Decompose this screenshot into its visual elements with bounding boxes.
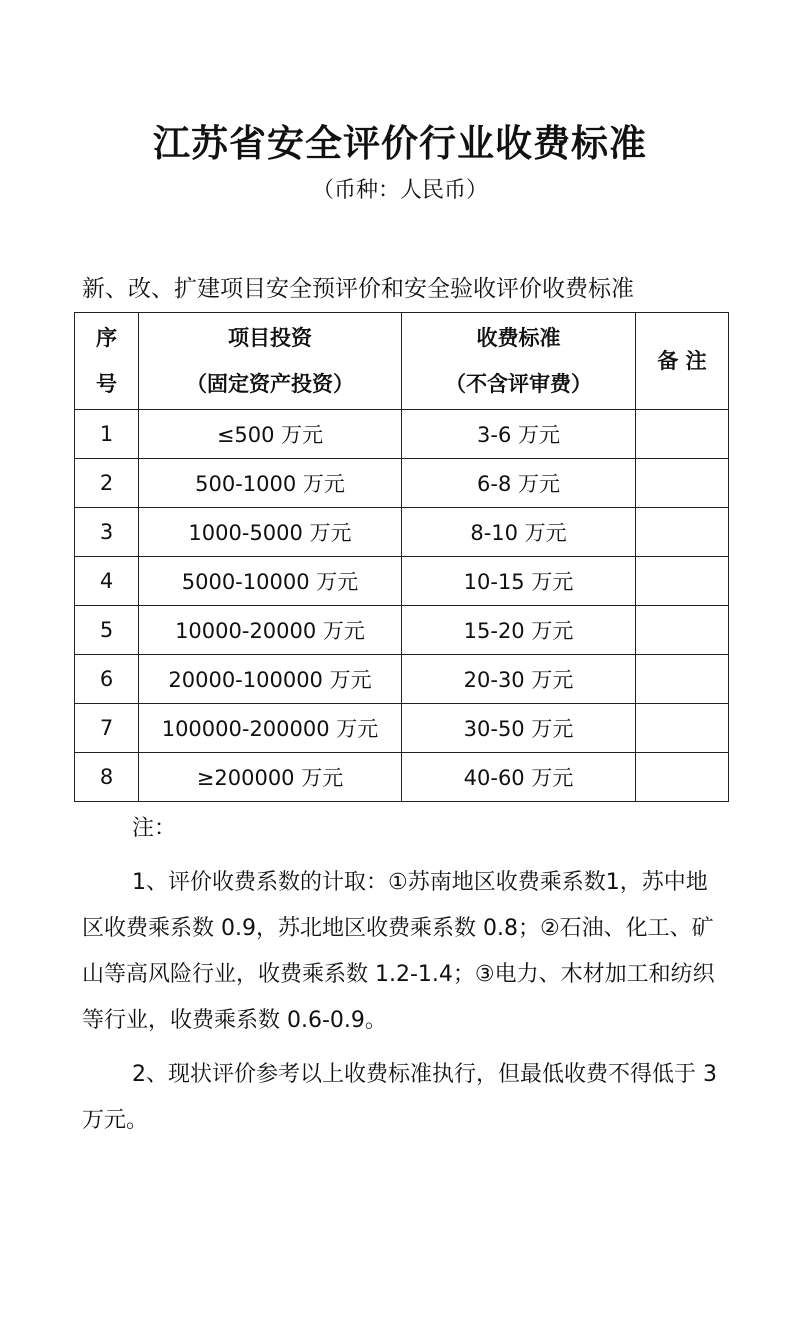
cell-remarks xyxy=(636,655,729,704)
header-fee-line1: 收费标准 xyxy=(476,326,561,350)
cell-investment: ≥200000 万元 xyxy=(139,753,402,802)
table-row xyxy=(75,704,729,753)
cell-fee: 20-30 万元 xyxy=(402,655,636,704)
cell-seq: 5 xyxy=(75,606,139,655)
cell-investment: 5000-10000 万元 xyxy=(139,557,402,606)
table-row xyxy=(75,459,729,508)
table-row xyxy=(75,753,729,802)
cell-investment: 20000-100000 万元 xyxy=(139,655,402,704)
cell-fee: 10-15 万元 xyxy=(402,557,636,606)
header-seq xyxy=(75,313,139,410)
table-row xyxy=(75,410,729,459)
table-row xyxy=(75,557,729,606)
table-row xyxy=(75,655,729,704)
cell-remarks xyxy=(636,753,729,802)
document-title: 江苏省安全评价行业收费标准 xyxy=(153,122,647,165)
header-investment xyxy=(139,313,402,410)
cell-remarks xyxy=(636,410,729,459)
cell-fee: 6-8 万元 xyxy=(402,459,636,508)
cell-seq: 3 xyxy=(75,508,139,557)
cell-remarks xyxy=(636,459,729,508)
cell-fee: 3-6 万元 xyxy=(402,410,636,459)
table-row xyxy=(75,508,729,557)
cell-investment: 1000-5000 万元 xyxy=(139,508,402,557)
header-investment-line1: 项目投资 xyxy=(228,326,312,350)
cell-remarks xyxy=(636,606,729,655)
cell-seq: 7 xyxy=(75,704,139,753)
cell-remarks xyxy=(636,557,729,606)
currency-subtitle: （币种：人民币） xyxy=(311,178,488,203)
cell-investment: ≤500 万元 xyxy=(139,410,402,459)
notes-section xyxy=(82,806,722,1144)
cell-seq: 1 xyxy=(75,410,139,459)
header-seq-line1: 序 xyxy=(96,326,117,350)
cell-remarks xyxy=(636,704,729,753)
header-fee xyxy=(402,313,636,410)
table-row xyxy=(75,606,729,655)
cell-fee: 8-10 万元 xyxy=(402,508,636,557)
cell-seq: 4 xyxy=(75,557,139,606)
notes-label: 注： xyxy=(132,816,177,841)
cell-fee: 40-60 万元 xyxy=(402,753,636,802)
header-remarks: 备 注 xyxy=(636,313,729,410)
note-item-2: 2、现状评价参考以上收费标准执行，但最低收费不得低于 3 万元。 xyxy=(82,1062,717,1133)
section-heading: 新、改、扩建项目安全预评价和安全验收评价收费标准 xyxy=(82,276,634,302)
cell-fee: 15-20 万元 xyxy=(402,606,636,655)
header-investment-line2: （固定资产投资） xyxy=(186,372,354,396)
fee-standard-table xyxy=(74,312,729,802)
cell-investment: 10000-20000 万元 xyxy=(139,606,402,655)
cell-seq: 8 xyxy=(75,753,139,802)
cell-seq: 6 xyxy=(75,655,139,704)
table-header-row xyxy=(75,313,729,410)
header-seq-line2: 号 xyxy=(96,372,117,396)
cell-investment: 100000-200000 万元 xyxy=(139,704,402,753)
header-fee-line2: （不含评审费） xyxy=(445,372,592,396)
cell-fee: 30-50 万元 xyxy=(402,704,636,753)
note-item-1: 1、评价收费系数的计取：①苏南地区收费乘系数1，苏中地区收费乘系数 0.9，苏北地区收费乘系数 0.8；②石油、化工、矿山等高风险行业，收费乘系数 1.2-1.4；③电力、木材加工和纺织等行业，收费乘系数 0.6-0.9。 xyxy=(82,870,715,1033)
cell-investment: 500-1000 万元 xyxy=(139,459,402,508)
cell-seq: 2 xyxy=(75,459,139,508)
cell-remarks xyxy=(636,508,729,557)
